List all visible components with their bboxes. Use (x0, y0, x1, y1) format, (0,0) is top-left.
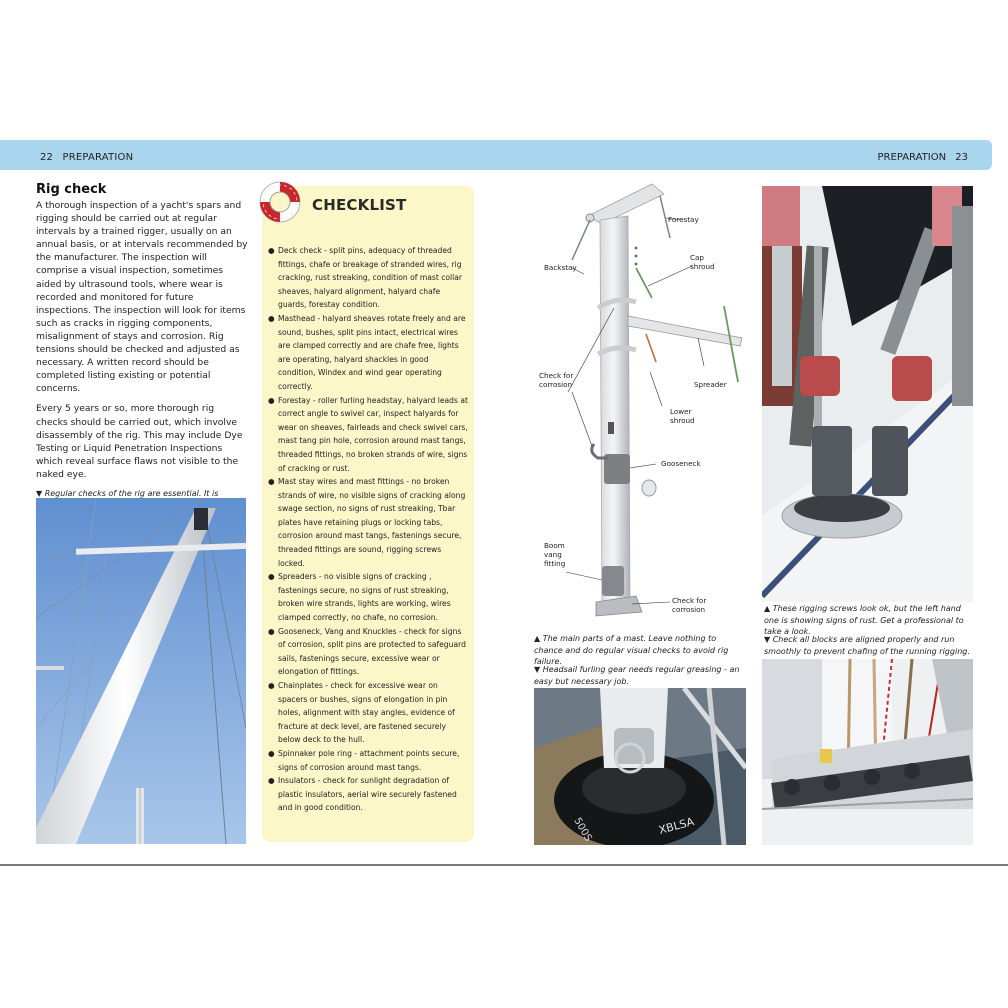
checklist-item: ● Mast stay wires and mast fittings - no broken strands of wire, no visible signs of cracking along swage section, no signs of rust streaking, Tbar plates have retaining plugs or locking tabs, corrosion around mast tangs, fastenings secure, threaded fittings are sound, rigging screws locked. (268, 477, 466, 568)
furler-brand-text: XBLSA (657, 815, 696, 837)
checklist-item: ● Spreaders - no visible signs of cracking , fastenings secure, no signs of rust streaking, broken wire strands, lights are working, wires clamped correctly, no chafe, no corrosion. (268, 572, 451, 623)
lifering-icon (256, 178, 304, 226)
checklist-item: ● Gooseneck, Vang and Knuckles - check for signs of corrosion, split pins are protected to safeguard sails, fastenings secure, excessive wear or elongation of fittings. (268, 626, 466, 677)
rig-check-paragraph-2: Every 5 years or so, more thorough rig checks should be carried out, which involve disassembly of the rig. This may include Dye Testing or Liquid Penetration Inspections which reveal surface flaws not visible to the naked eye. (36, 403, 243, 480)
label-cap-shroud: Cap shroud (690, 253, 715, 271)
checklist-item: ● Masthead - halyard sheaves rotate freely and are sound, bushes, split pins intact, electrical wires are clamped correctly and are chafe free, lights are operating, halyard shackles in good condition, Windex and wind gear operating correctly. (268, 313, 466, 391)
checklist-heading: CHECKLIST (312, 196, 407, 214)
header-band (0, 140, 992, 170)
checklist-item: ● Forestay - roller furling headstay, halyard leads at correct angle to swivel car, inspect halyards for wear on sheaves, fairleads and check swivel cars, mast tang pin hole, corrosion around mast tangs, threaded fittings, no broken strands of wire, signs of cracking or rust. (268, 395, 468, 473)
right-page-number: 23 (955, 152, 968, 163)
label-forestay: Forestay (668, 215, 699, 224)
left-section-title: PREPARATION (62, 152, 134, 163)
checklist-items (268, 244, 468, 815)
headsail-caption: ▼ Headsail furling gear needs regular greasing - an easy but necessary job. (534, 665, 740, 686)
rig-check-paragraph-1: A thorough inspection of a yacht's spars and rigging should be carried out at regular intervals by a trained rigger, usually on an annual basis, or at intervals recommended by the manufacturer. The inspection will comprise a visual inspection, sometimes aided by ultrasound tools, where wear is recorded and monitored for future inspections. The inspection will look for items such as cracks in rigging components, misalignment of stays and corrosion. Rig tensions should be checked and adjusted as necessary. A written record should be completed listing existing or potential concerns. (36, 200, 248, 395)
label-check-corrosion-lower: Check for corrosion (672, 596, 707, 614)
blocks-caption: ▼ Check all blocks are aligned properly and run smoothly to prevent chafing of the running rigging. (764, 635, 970, 656)
checklist-item: ● Insulators - check for sunlight degradation of plastic insulators, aerial wire securely fastened and in good condition. (268, 776, 457, 813)
left-page-number: 22 (40, 152, 54, 163)
right-section-title: PREPARATION (877, 152, 947, 163)
left-running-head (34, 152, 133, 163)
rigging-screws-photo (762, 186, 973, 602)
label-spreader: Spreader (694, 380, 727, 389)
blocks-photo (762, 659, 973, 845)
rig-check-heading: Rig check (36, 182, 107, 197)
label-gooseneck: Gooseneck (661, 459, 701, 468)
label-check-corrosion-upper: Check for corrosion (539, 371, 574, 389)
label-backstay: Backstay (544, 263, 577, 272)
furler-photo (534, 688, 746, 845)
right-running-head (878, 152, 974, 163)
page-bottom-rule (0, 864, 1008, 866)
checklist-item: ● Spinnaker pole ring - attachment points secure, signs of corrosion around mast tangs. (268, 748, 460, 772)
rigging-screws-caption: ▲ These rigging screws look ok, but the left hand one is showing signs of rust. Get a professional to take a look. (764, 604, 964, 636)
furler-model-text: 500S (571, 816, 594, 844)
mast-sky-photo (36, 498, 246, 844)
label-boom-vang-fitting: Boom vang fitting (544, 541, 566, 568)
checklist-item: ● Deck check - split pins, adequacy of threaded fittings, chafe or breakage of stranded wires, rig cracking, rust streaking, condition of mast collar sheaves, halyard alignment, halyard chafe guards, forestay condition. (268, 246, 463, 310)
label-lower-shroud: Lower shroud (670, 407, 695, 425)
checklist-item: ● Chainplates - check for excessive wear on spacers or bushes, signs of elongation in pin holes, alignment with stay angles, evidence of fracture at deck level, are fastened securely below deck to the hull. (268, 681, 455, 745)
diagram-caption: ▲ The main parts of a mast. Leave nothing to chance and do regular visual checks to avoid rig failure. (534, 634, 729, 666)
rig-photo-caption: ▼ Regular checks of the rig are essential. It is (36, 488, 219, 498)
rig-check-column (36, 182, 248, 522)
